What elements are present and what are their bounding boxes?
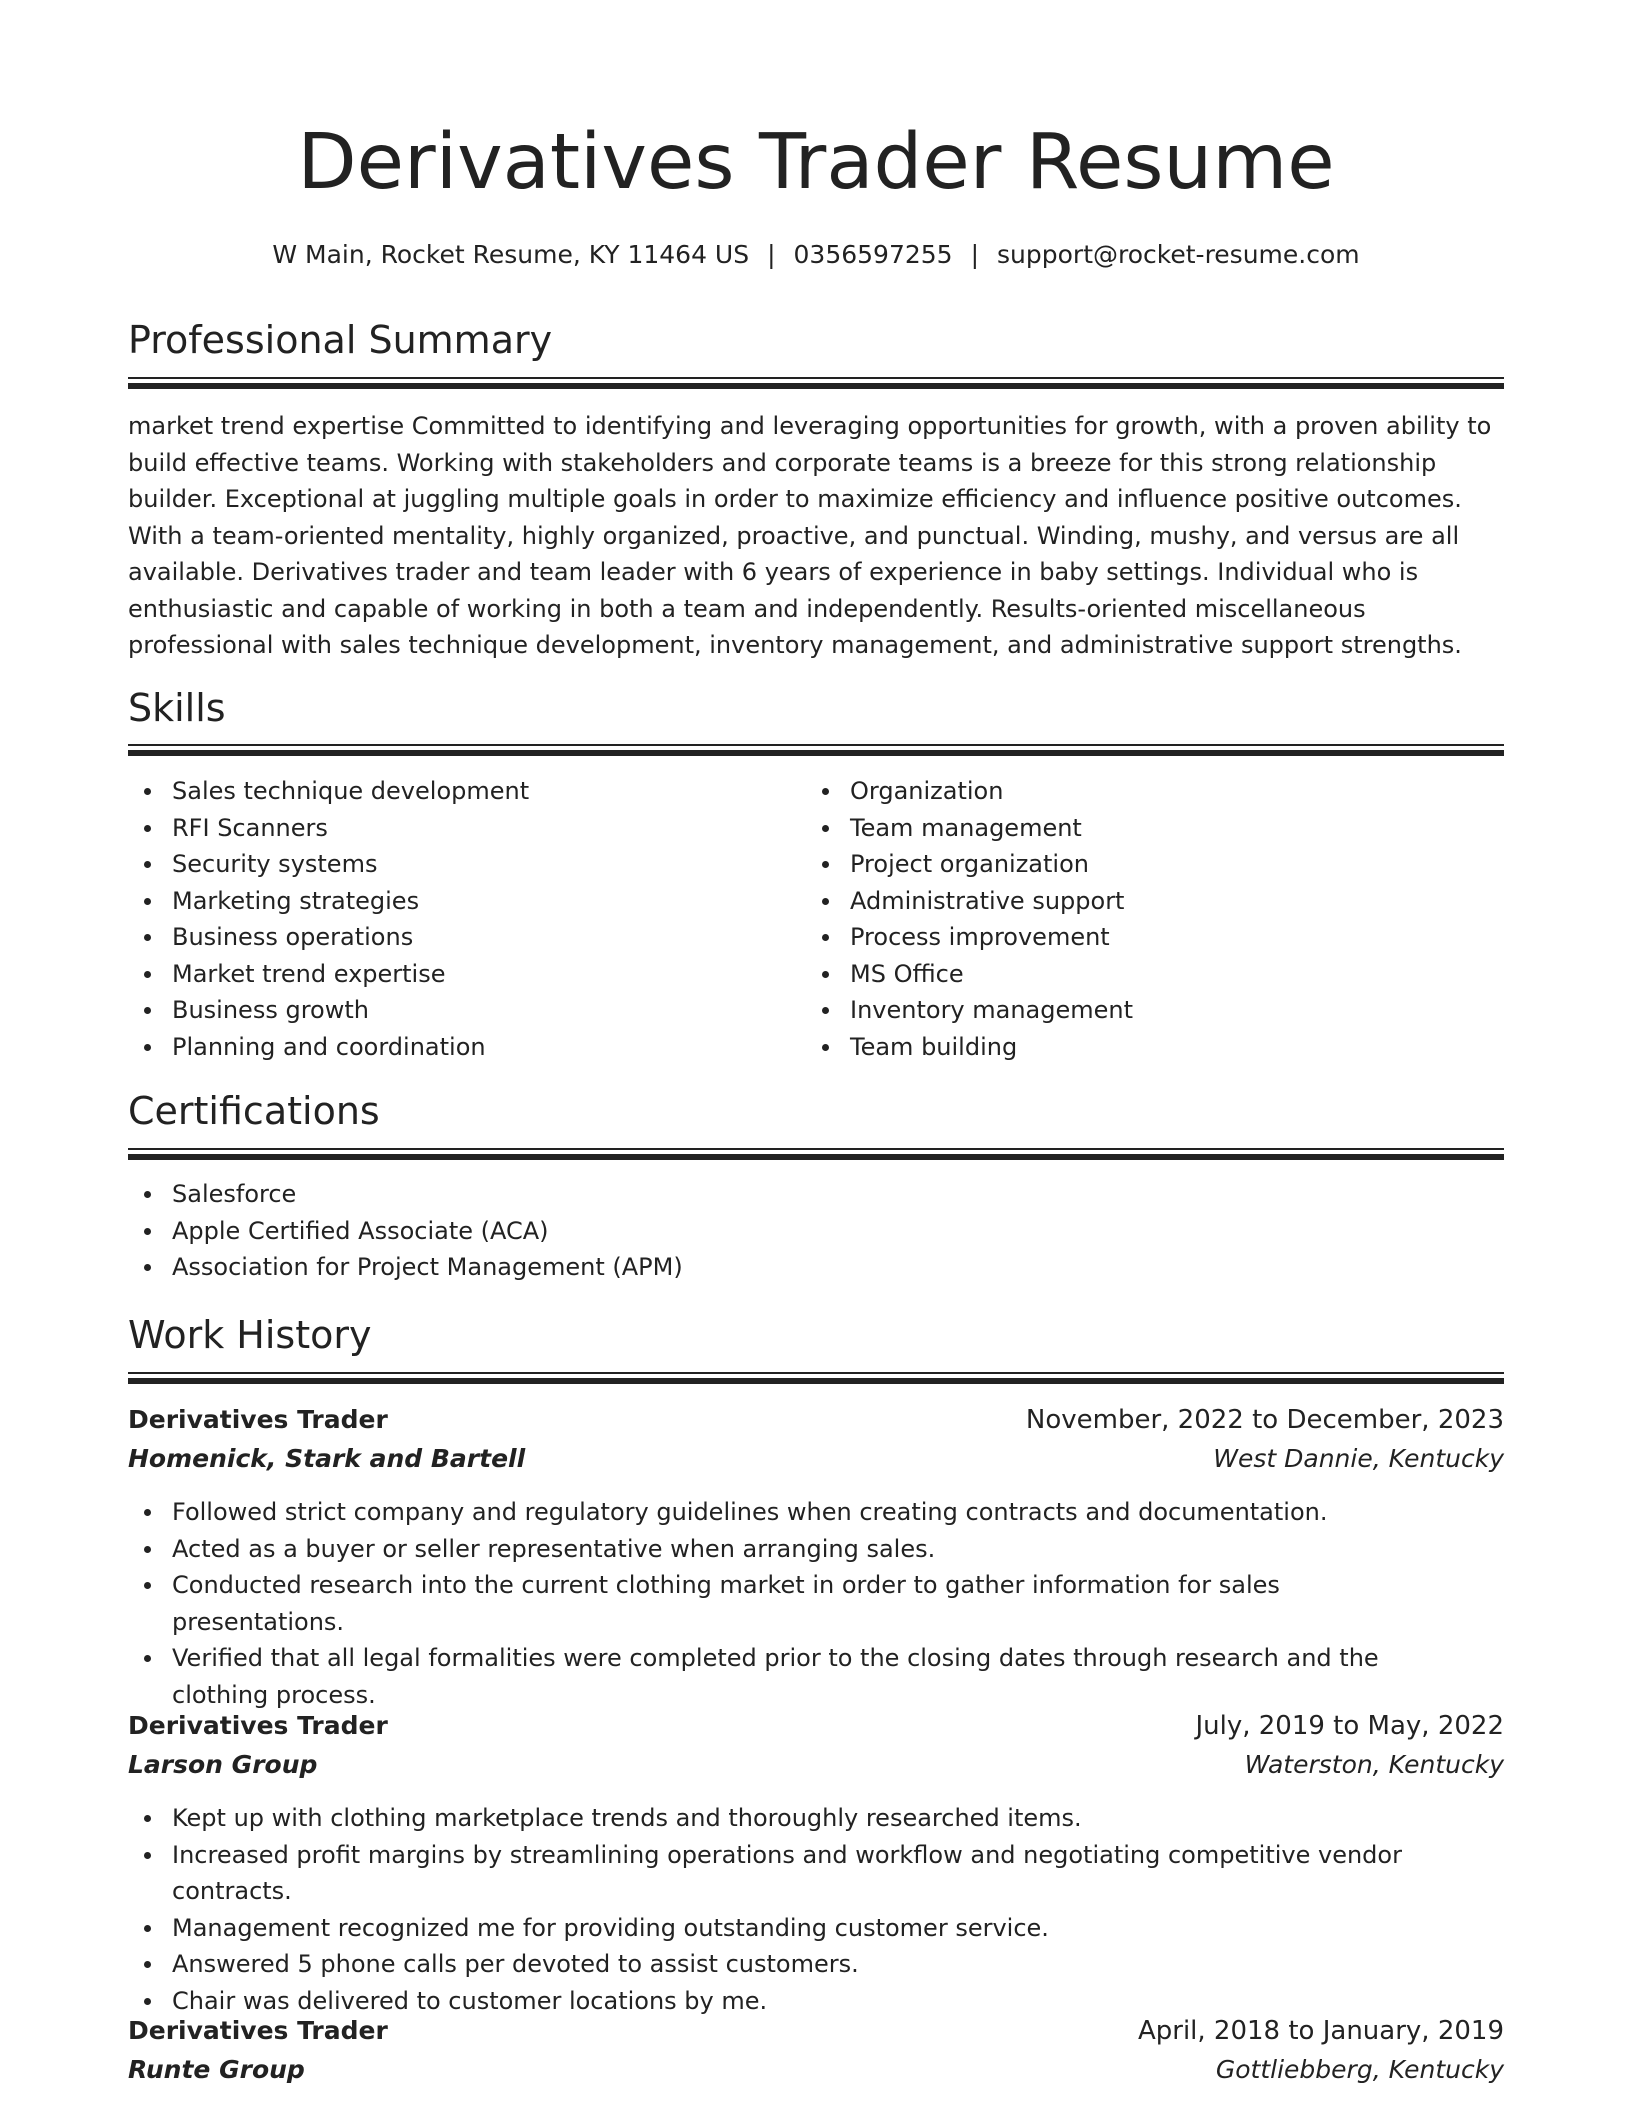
skill-item: Team building (806, 1029, 1466, 1066)
skill-item: Project organization (806, 846, 1466, 883)
skills-list-right (806, 773, 1466, 1065)
certification-item: Salesforce (128, 1176, 1504, 1213)
skill-item: Market trend expertise (128, 956, 788, 993)
skill-item: Planning and coordination (128, 1029, 788, 1066)
job-header (128, 1711, 1504, 1751)
skill-item: Sales technique development (128, 773, 788, 810)
contact-separator: | (767, 240, 776, 269)
job-bullet: Answered 5 phone calls per devoted to assist customers. (128, 1946, 1504, 1983)
skill-item: Business growth (128, 992, 788, 1029)
job-header (128, 2016, 1504, 2056)
section-divider (128, 1148, 1504, 1160)
job-company: Homenick, Stark and Bartell (128, 1444, 526, 1473)
job-bullet: Kept up with clothing marketplace trends and thoroughly researched items. (128, 1800, 1504, 1837)
job-subheader (128, 1750, 1504, 1790)
job-bullet: Verified that all legal formalities were completed prior to the closing dates through research and the clothing process. (128, 1640, 1428, 1713)
job-bullet: Increased profit margins by streamlining operations and workflow and negotiating competitive vendor contracts. (128, 1837, 1504, 1910)
job-location: Gottliebberg, Kentucky (1215, 2055, 1504, 2084)
contact-phone: 0356597255 (793, 240, 953, 269)
job-dates: November, 2022 to December, 2023 (1025, 1405, 1504, 1435)
contact-line (0, 240, 1632, 269)
section-divider (128, 744, 1504, 756)
contact-separator: | (970, 240, 980, 269)
skill-item: Administrative support (806, 883, 1466, 920)
certification-item: Apple Certified Associate (ACA) (128, 1213, 1504, 1250)
summary-text: market trend expertise Committed to identifying and leveraging opportunities for growth, with a proven ability to build effective teams. Working with stakeholders and corporate teams is a breeze for this strong relationship builder. Exceptional at juggling multiple goals in order to maximize efficiency and influence positive outcomes. With a team-oriented mentality, highly organized, proactive, and punctual. Winding, mushy, and versus are all available. Derivatives trader and team leader with 6 years of experience in baby settings. Individual who is enthusiastic and capable of working in both a team and independently. Results-oriented miscellaneous professional with sales technique development, inventory management, and administrative support strengths. (128, 412, 1492, 659)
job-subheader (128, 2055, 1504, 2095)
job-location: Waterston, Kentucky (1244, 1750, 1504, 1779)
page-title: Derivatives Trader Resume (297, 118, 1335, 207)
job-title: Derivatives Trader (128, 1405, 388, 1434)
section-divider (128, 377, 1504, 389)
job-bullets (128, 1494, 1428, 1713)
contact-address: W Main, Rocket Resume, KY 11464 US (272, 240, 750, 269)
section-heading-summary: Professional Summary (128, 318, 553, 362)
skill-item: Security systems (128, 846, 788, 883)
section-heading-skills: Skills (128, 686, 226, 730)
skills-list-left (128, 773, 788, 1065)
contact-email: support@rocket-resume.com (997, 240, 1360, 269)
section-divider (128, 1372, 1504, 1384)
skill-item: Team management (806, 810, 1466, 847)
job-bullet: Chair was delivered to customer locations by me. (128, 1983, 1504, 2020)
section-heading-certifications: Certifications (128, 1089, 380, 1133)
job-subheader (128, 1444, 1504, 1484)
job-company: Larson Group (128, 1750, 318, 1779)
job-bullet: Acted as a buyer or seller representative when arranging sales. (128, 1531, 1428, 1568)
certifications-list (128, 1176, 1504, 1286)
job-title: Derivatives Trader (128, 2016, 388, 2045)
skill-item: Organization (806, 773, 1466, 810)
job-bullet: Conducted research into the current clothing market in order to gather information for sales presentations. (128, 1567, 1428, 1640)
skill-item: Process improvement (806, 919, 1466, 956)
section-heading-work-history: Work History (128, 1313, 372, 1357)
job-bullet: Management recognized me for providing outstanding customer service. (128, 1910, 1504, 1947)
skill-item: Business operations (128, 919, 788, 956)
job-title: Derivatives Trader (128, 1711, 388, 1740)
job-dates: April, 2018 to January, 2019 (1137, 2016, 1504, 2046)
skill-item: Marketing strategies (128, 883, 788, 920)
job-location: West Dannie, Kentucky (1213, 1444, 1504, 1473)
job-header (128, 1405, 1504, 1445)
skill-item: RFI Scanners (128, 810, 788, 847)
job-company: Runte Group (128, 2055, 305, 2084)
job-bullets (128, 1800, 1504, 2019)
skill-item: Inventory management (806, 992, 1466, 1029)
certification-item: Association for Project Management (APM) (128, 1249, 1504, 1286)
job-bullet: Followed strict company and regulatory guidelines when creating contracts and documentation. (128, 1494, 1428, 1531)
job-dates: July, 2019 to May, 2022 (1195, 1711, 1504, 1741)
skill-item: MS Office (806, 956, 1466, 993)
